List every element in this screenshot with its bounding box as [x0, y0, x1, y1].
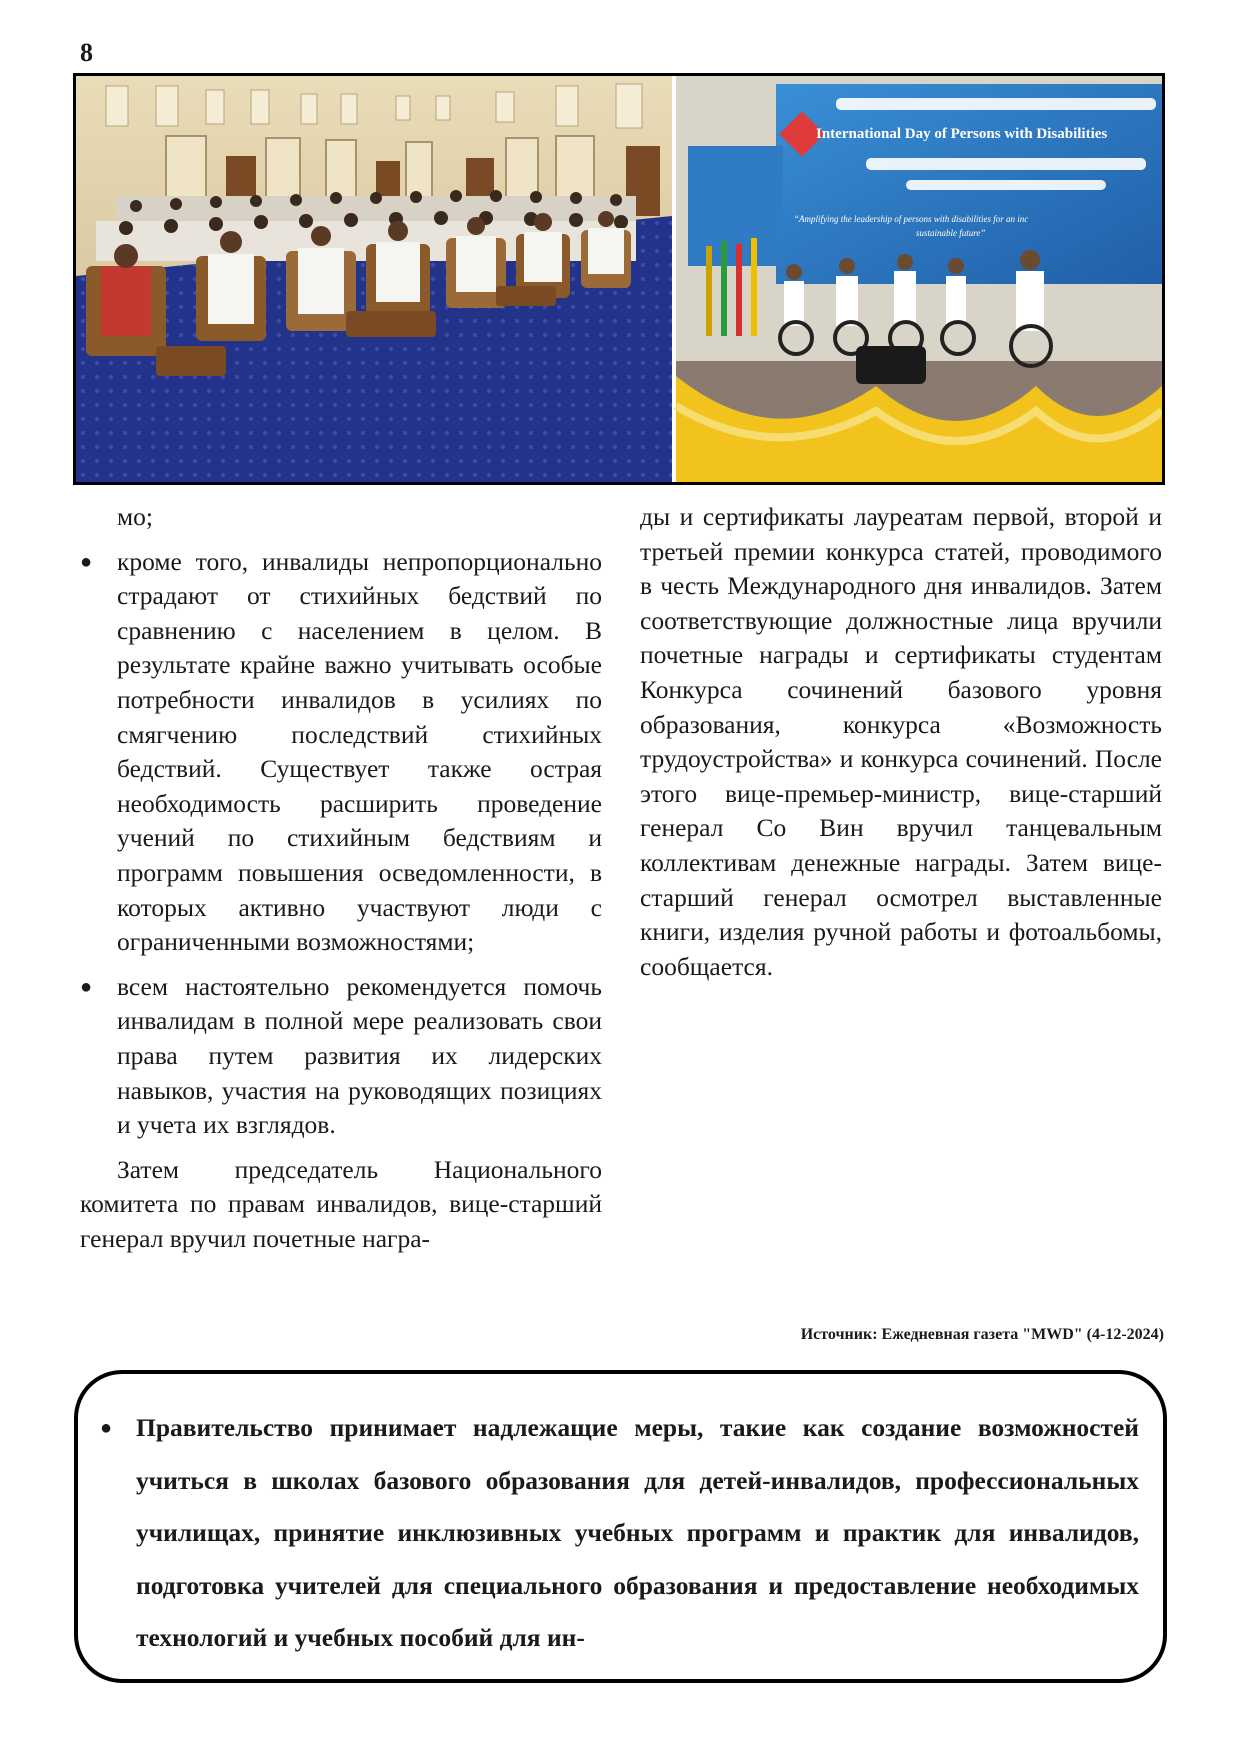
right-column: [640, 500, 1162, 984]
body-paragraph: ды и сертификаты лауреатам первой, второй и третьей премии конкурса статей, проводимого в честь Международного дня инвалидов. Затем соответствующие должностные лица вручили почетные награды и сертификаты студентам Конкурса сочинений базового уровня образования, конкурса «Возможность трудоустройства» и конкурса сочинений. После этого вице-премьер-министр, вице-старший генерал Со Вин вручил танцевальным коллективам денежные награды. Затем вице-старший генерал осмотрел выставленные книги, изделия ручной работы и фотоальбомы, сообщается.: [640, 502, 1162, 981]
banner-theme: “Amplifying the leadership of persons with disabilities for an inc: [794, 214, 1029, 224]
bullet-icon: ●: [100, 1417, 113, 1439]
continuation-text: мо;: [117, 502, 153, 531]
callout-text: Правительство принимает надлежащие меры, такие как создание возможностей учиться в школах базового образования для детей-инвалидов, профессиональных училищах, принятие инклюзивных учебных программ и практик для инвалидов, подготовка учителей для специального образования и предоставление необходимых технологий и учебных пособий для ин-: [136, 1413, 1139, 1652]
list-item-text: кроме того, инвалиды непропорционально страдают от стихийных бедствий по сравнению с населением в целом. В результате крайне важно учитывать особые потребности инвалидов в усилиях по смягчению последствий стихийных бедствий. Существует также острая необходимость расширить проведение учений по стихийным бедствиям и программ повышения осведомленности, в которых активно участвуют люди с ограниченными возможностями;: [117, 546, 602, 957]
bullet-list: [80, 545, 602, 1143]
banner-title: International Day of Persons with Disabilities: [816, 126, 1108, 142]
page-number: 8: [80, 38, 93, 67]
list-item: [80, 970, 602, 1143]
list-item-text: всем настоятельно рекомендуется помочь инвалидам в полной мере реализовать свои права путем развития их лидерских навыков, участия на руководящих позициях и учета их взглядов.: [117, 971, 602, 1140]
hall-photo: [76, 76, 672, 482]
body-paragraph: Затем председатель Национального комитета по правам инвалидов, вице-старший генерал вручил почетные награ-: [80, 1154, 602, 1253]
bullet-icon: ●: [80, 975, 93, 998]
callout-box: [74, 1370, 1167, 1683]
stage-photo: [676, 76, 1162, 482]
source-citation: Источник: Ежедневная газета "MWD" (4-12-2024): [800, 1326, 1164, 1343]
banner-theme-end: sustainable future”: [916, 228, 986, 238]
callout-item: [100, 1402, 1139, 1665]
left-column: [80, 500, 602, 1256]
list-item: [80, 545, 602, 960]
photo-collage: [73, 73, 1165, 485]
bullet-icon: ●: [80, 550, 93, 573]
